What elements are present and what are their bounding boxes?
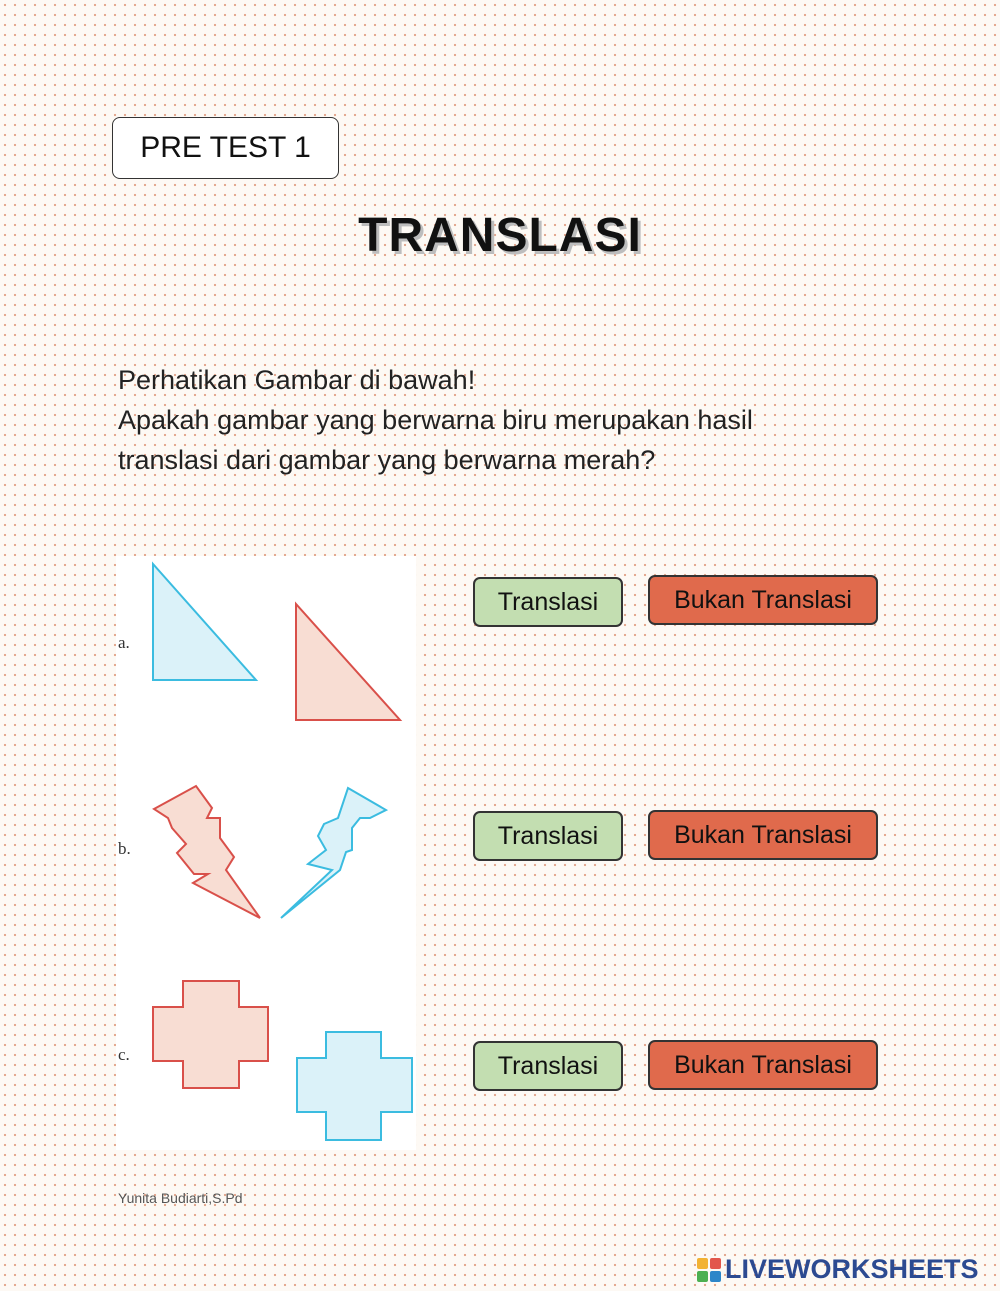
question-text <box>118 360 878 480</box>
item-b-letter: b. <box>118 839 131 858</box>
liveworksheets-logo-text: LIVEWORKSHEETS <box>725 1254 979 1284</box>
figure-a-blue-triangle <box>153 564 256 680</box>
author-credit: Yunita Budiarti,S.Pd <box>118 1190 243 1206</box>
liveworksheets-logo <box>697 1254 979 1285</box>
item-b-bukan-translasi-button[interactable]: Bukan Translasi <box>648 810 878 860</box>
item-c-translasi-button[interactable]: Translasi <box>473 1041 623 1091</box>
liveworksheets-logo-icon <box>697 1258 721 1282</box>
figure-c-blue-cross <box>297 1032 412 1140</box>
item-c-letter: c. <box>118 1045 130 1064</box>
pretest-label: PRE TEST 1 <box>112 117 339 179</box>
item-c-bukan-translasi-button[interactable]: Bukan Translasi <box>648 1040 878 1090</box>
item-a-bukan-translasi-button[interactable]: Bukan Translasi <box>648 575 878 625</box>
page-title: TRANSLASI <box>358 209 642 262</box>
figure-b-red-bolt <box>154 786 260 918</box>
figure-a-red-triangle <box>296 604 400 720</box>
question-line-1: Perhatikan Gambar di bawah! <box>118 365 476 395</box>
figure-c-red-cross <box>153 981 268 1088</box>
item-b-translasi-button[interactable]: Translasi <box>473 811 623 861</box>
item-a-letter: a. <box>118 633 130 652</box>
item-a-translasi-button[interactable]: Translasi <box>473 577 623 627</box>
figure-b-blue-bolt <box>281 788 386 918</box>
question-line-3: translasi dari gambar yang berwarna merah? <box>118 445 656 475</box>
figure-panel <box>116 556 416 1150</box>
question-line-2: Apakah gambar yang berwarna biru merupakan hasil <box>118 405 753 435</box>
figures-svg <box>116 556 416 1150</box>
